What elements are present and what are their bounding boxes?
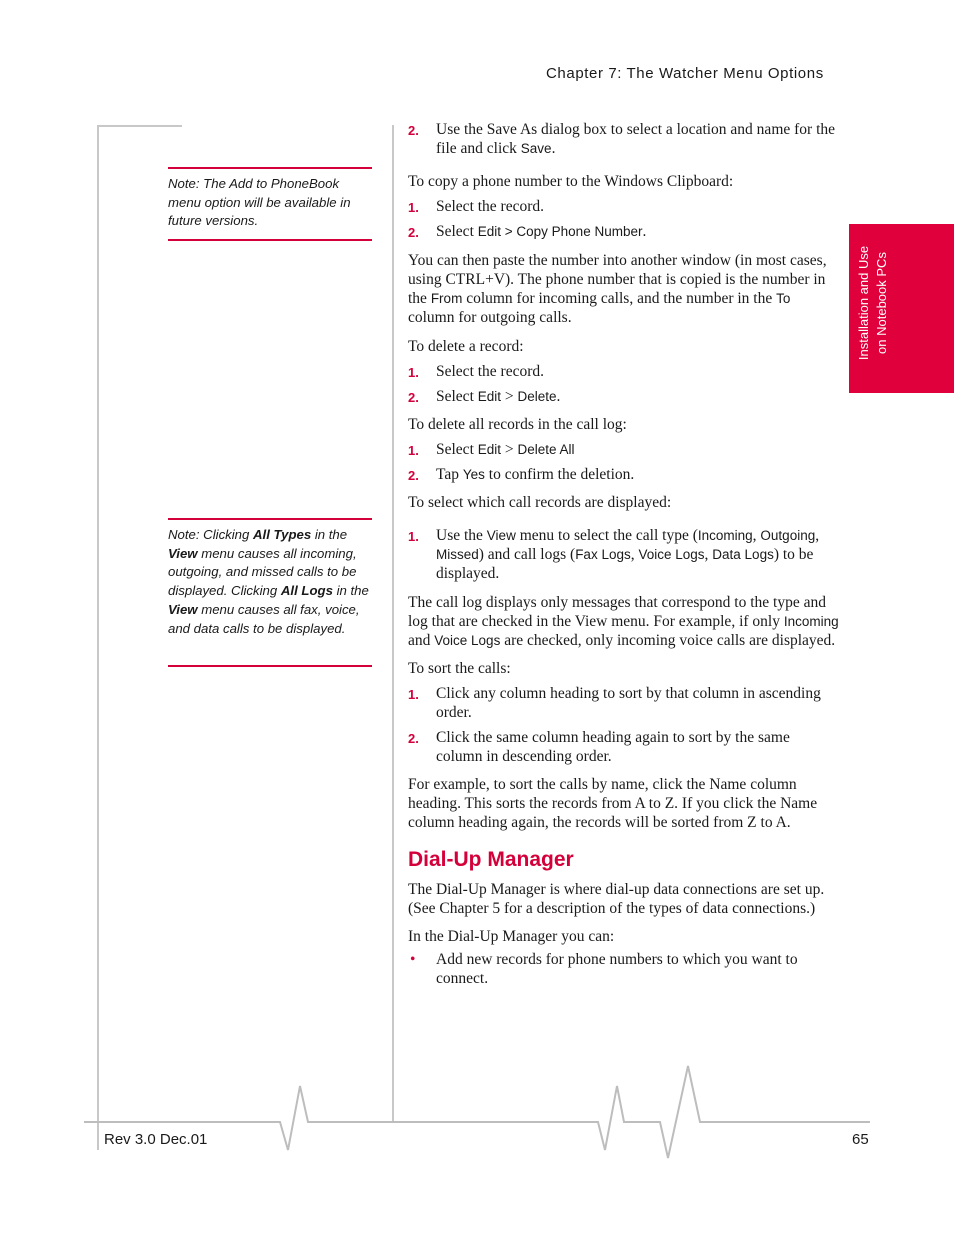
step-text: Select the record. bbox=[436, 198, 545, 215]
ui-term: Data Logs bbox=[712, 547, 774, 562]
paragraph: To sort the calls: bbox=[408, 660, 511, 677]
step-text: > bbox=[501, 441, 518, 458]
step bbox=[408, 684, 840, 722]
step bbox=[408, 197, 840, 216]
ui-term: Edit > Copy Phone Number bbox=[477, 224, 643, 239]
bullet-text: Add new records for phone numbers to which you want to connect. bbox=[436, 951, 798, 987]
ui-term: Edit bbox=[477, 389, 502, 404]
section-heading: Dial-Up Manager bbox=[408, 848, 574, 871]
step-number: 1. bbox=[408, 443, 419, 458]
ui-term: Save bbox=[520, 141, 552, 156]
column-divider bbox=[392, 125, 394, 1122]
text: and bbox=[408, 632, 435, 649]
step-number: 1. bbox=[408, 365, 419, 380]
step-text: Select bbox=[436, 441, 478, 458]
step bbox=[408, 465, 840, 484]
paragraph: To delete a record: bbox=[408, 338, 524, 355]
step-text: ) to be displayed. bbox=[436, 546, 814, 582]
ui-term: Fax Logs bbox=[575, 547, 631, 562]
bullet-item bbox=[408, 950, 840, 988]
step-number: 1. bbox=[408, 200, 419, 215]
frame-top-rule bbox=[97, 125, 182, 127]
step-number: 1. bbox=[408, 529, 419, 544]
step-text: Click the same column heading again to sort by the same column in descending order. bbox=[436, 729, 790, 765]
step bbox=[408, 526, 840, 583]
step bbox=[408, 440, 840, 459]
ui-term: Voice Logs bbox=[434, 633, 501, 648]
step-text: ) and call logs ( bbox=[478, 546, 576, 563]
step bbox=[408, 222, 840, 241]
note-text: Note: Clicking bbox=[168, 527, 254, 542]
ui-term: Incoming bbox=[697, 528, 753, 543]
text: are checked, only incoming voice calls are displayed. bbox=[500, 632, 836, 649]
chapter-header: Chapter 7: The Watcher Menu Options bbox=[546, 65, 824, 82]
step-number: 2. bbox=[408, 225, 419, 240]
ui-term: Outgoing bbox=[760, 528, 816, 543]
footer-waveform bbox=[0, 1060, 954, 1170]
step-text: Select bbox=[436, 388, 478, 405]
paragraph: The Dial-Up Manager is where dial-up data connections are set up. (See Chapter 5 for a description of the types of data connections.) bbox=[408, 881, 825, 917]
step-text: . bbox=[642, 223, 647, 240]
note-text: menu causes all fax, voice, and data calls to be displayed. bbox=[168, 601, 360, 636]
step-text: > bbox=[501, 388, 518, 405]
note-text: in the bbox=[311, 527, 348, 542]
ui-term: Edit bbox=[477, 442, 502, 457]
paragraph: To delete all records in the call log: bbox=[408, 416, 627, 433]
step-number: 1. bbox=[408, 687, 419, 702]
page-number: 65 bbox=[852, 1131, 869, 1148]
step-number: 2. bbox=[408, 731, 419, 746]
footer-revision: Rev 3.0 Dec.01 bbox=[104, 1131, 208, 1148]
side-tab-line1: Installation and Use bbox=[856, 245, 871, 361]
step-text: , bbox=[630, 546, 639, 563]
step-number: 2. bbox=[408, 390, 419, 405]
main-content bbox=[408, 120, 840, 994]
text: The call log displays only messages that correspond to the type and log that are checked in the View menu. For example, if only bbox=[408, 594, 826, 630]
paragraph: To select which call records are displayed: bbox=[408, 494, 672, 511]
paragraph bbox=[408, 251, 840, 327]
ui-term: Delete All bbox=[517, 442, 575, 457]
step-text: Tap bbox=[436, 466, 463, 483]
text: You can then paste the number into another window (in most cases, using CTRL+V). The phone number that is copied is the number in the bbox=[408, 252, 827, 307]
step bbox=[408, 387, 840, 406]
paragraph: In the Dial-Up Manager you can: bbox=[408, 928, 615, 945]
note-text: in the bbox=[332, 583, 369, 599]
note-phonebook bbox=[168, 167, 372, 241]
step-text: , bbox=[704, 546, 713, 563]
side-tab bbox=[849, 224, 954, 393]
step bbox=[408, 728, 840, 766]
step-text: Use the Save As dialog box to select a location and name for the file and click bbox=[436, 121, 836, 157]
ui-term: View bbox=[486, 528, 516, 543]
step-text: Select bbox=[436, 223, 478, 240]
step-save-as bbox=[408, 120, 840, 158]
step-text: , bbox=[815, 527, 820, 544]
text: column for incoming calls, and the number in the bbox=[462, 290, 777, 307]
paragraph: To copy a phone number to the Windows Clipboard: bbox=[408, 173, 734, 190]
ui-term: Voice Logs bbox=[638, 547, 705, 562]
ui-term: From bbox=[430, 291, 463, 306]
note-emphasis: View bbox=[168, 545, 198, 561]
bullet-icon: • bbox=[410, 951, 416, 968]
step-text: . bbox=[556, 388, 561, 405]
text: column for outgoing calls. bbox=[408, 309, 572, 326]
ui-term: Missed bbox=[436, 547, 479, 562]
ui-term: Yes bbox=[462, 467, 485, 482]
note-emphasis: View bbox=[168, 601, 198, 617]
frame-left-rule bbox=[97, 125, 99, 1150]
note-emphasis: All Logs bbox=[280, 583, 333, 599]
ui-term: Incoming bbox=[783, 614, 839, 629]
ui-term: To bbox=[776, 291, 791, 306]
step-text: menu to select the call type ( bbox=[515, 527, 698, 544]
step-text: . bbox=[551, 140, 556, 157]
step-text: to confirm the deletion. bbox=[484, 466, 635, 483]
step-text: , bbox=[752, 527, 761, 544]
side-tab-line2: on Notebook PCs bbox=[874, 252, 889, 354]
ui-term: Delete bbox=[517, 389, 557, 404]
step bbox=[408, 362, 840, 381]
note-view-menu bbox=[168, 518, 372, 667]
note-phonebook-text: Note: The Add to PhoneBook menu option will be available in future versions. bbox=[168, 176, 351, 229]
step-text: Click any column heading to sort by that column in ascending order. bbox=[436, 685, 821, 721]
note-text: menu causes all incoming, outgoing, and missed calls to be displayed. Clicking bbox=[168, 545, 357, 599]
paragraph: For example, to sort the calls by name, click the Name column heading. This sorts the records from A to Z. If you click the Name column heading again, the records will be sorted from Z to A. bbox=[408, 776, 818, 831]
step-text: Select the record. bbox=[436, 363, 545, 380]
paragraph bbox=[408, 593, 840, 650]
step-text: Use the bbox=[436, 527, 487, 544]
step-number: 2. bbox=[408, 468, 419, 483]
step-number: 2. bbox=[408, 123, 419, 138]
note-emphasis: All Types bbox=[253, 527, 312, 542]
